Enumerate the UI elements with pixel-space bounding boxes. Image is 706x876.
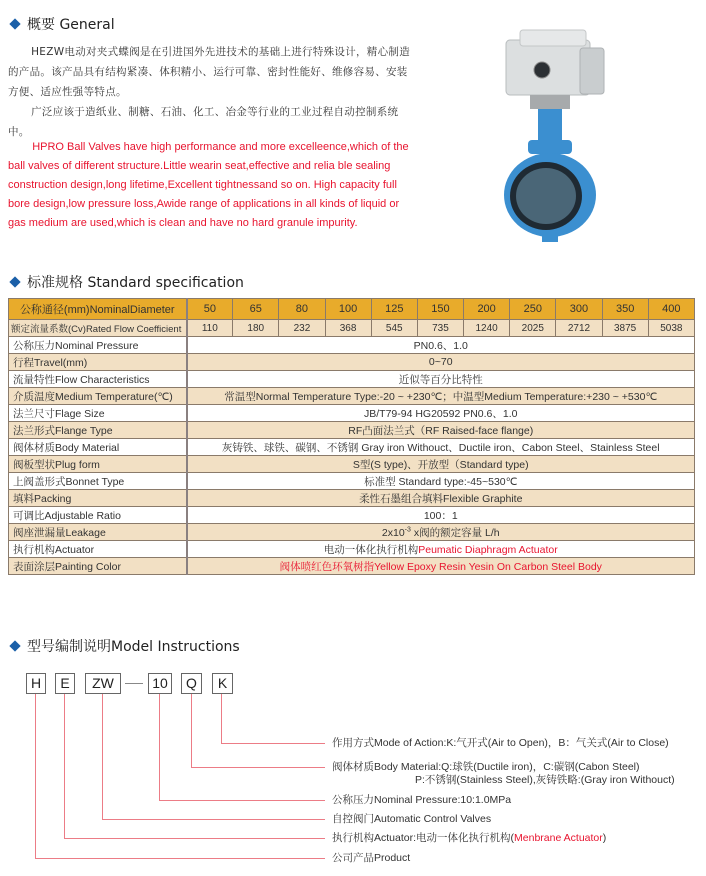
spec-row-value: 近似等百分比特性: [187, 371, 695, 388]
cv-cell: 110: [187, 320, 233, 337]
spec-row-value: RF凸面法兰式（RF Raised-face flange): [187, 422, 695, 439]
valve-lug: [528, 140, 572, 154]
diamond-bullet-icon: [9, 18, 20, 29]
legend-product: 公司产品Product: [332, 852, 411, 864]
diameter-cell: 300: [556, 299, 602, 320]
leader-line-q: [191, 694, 192, 767]
spec-row-label: 可调比Adjustable Ratio: [9, 507, 187, 524]
spec-row-value: 常温型Normal Temperature Type:-20 ~ +230℃；中温型Medium Temperature:+230 ~ +530℃: [187, 388, 695, 405]
spec-table: [8, 298, 695, 575]
spec-row-value: 阀体喷红色环氧树指Yellow Epoxy Resin Yesin On Carbon Steel Body: [187, 558, 695, 575]
general-cn-paragraph-1: HEZW电动对夹式蝶阀是在引进国外先进技术的基础上进行特殊设计，精心制造的产品。该产品具有结构紧凑、体积精小、运行可靠、密封性能好、维修容易、安装方便、适应性强等特点。: [8, 46, 410, 98]
diameter-row: [9, 299, 695, 320]
model-title-text: 型号编制说明Model Instructions: [27, 639, 240, 655]
legend-actuator: [332, 832, 606, 845]
diameter-cell: 400: [648, 299, 694, 320]
leader-line-h-h: [35, 858, 325, 859]
diameter-cell: 350: [602, 299, 648, 320]
actuator-side: [580, 48, 604, 94]
cv-cell: 232: [279, 320, 325, 337]
cv-cell: 2712: [556, 320, 602, 337]
spec-row-value: 灰铸铁、球铁、碳钢、不锈钢 Gray iron Withouct、Ductile iron、Cabon Steel、Stainless Steel: [187, 439, 695, 456]
spec-row-label: 填料Packing: [9, 490, 187, 507]
legend-automatic-control: 自控阀门Automatic Control Valves: [332, 813, 492, 825]
legend-nominal-pressure: 公称压力Nominal Pressure:10:1.0MPa: [332, 794, 512, 806]
spec-row-label: 行程Travel(mm): [9, 354, 187, 371]
diameter-cell: 100: [325, 299, 371, 320]
indicator-window: [534, 62, 550, 78]
code-box-e: E: [55, 673, 75, 694]
spec-row-plug-form: [9, 456, 695, 473]
legend-body-material: 阀体材质Body Material:Q:球铁(Ductile iron)，C:碳钢(Cabon Steel): [332, 761, 640, 773]
spec-row-flange-type: [9, 422, 695, 439]
leakage-exponent: -3: [404, 526, 411, 533]
valve-disc: [516, 168, 576, 224]
cv-label: 额定流量系数(Cv)Rated Flow Coefficient: [9, 320, 187, 337]
diameter-cell: 200: [464, 299, 510, 320]
spec-row-value: PN0.6、1.0: [187, 337, 695, 354]
code-box-h: H: [26, 673, 46, 694]
spec-row-value: [187, 541, 695, 558]
diameter-cell: 65: [233, 299, 279, 320]
legend-actuator-red: Menbrane Actuator: [514, 832, 603, 844]
diameter-cell: 150: [417, 299, 463, 320]
diameter-label: 公称通径(mm)NominalDiameter: [9, 299, 187, 320]
actuator-top: [520, 30, 586, 46]
spec-row-label: 流量特性Flow Characteristics: [9, 371, 187, 388]
actuator-value-cn: 电动一体化执行机构: [323, 543, 419, 556]
leader-line-10-h: [159, 800, 325, 801]
code-box-10: 10: [148, 673, 172, 694]
spec-row-label: 法兰形式Flange Type: [9, 422, 187, 439]
code-box-k: K: [212, 673, 233, 694]
spec-row-label: 阀座泄漏量Leakage: [9, 524, 187, 541]
spec-row-label: 表面涂层Painting Color: [9, 558, 187, 575]
cv-cell: 2025: [510, 320, 556, 337]
diameter-cell: 250: [510, 299, 556, 320]
spec-row-painting-color: [9, 558, 695, 575]
leader-line-k-h: [221, 743, 325, 744]
spec-row-adjustable-ratio: [9, 507, 695, 524]
spec-row-flange-size: [9, 405, 695, 422]
spec-row-bonnet-type: [9, 473, 695, 490]
cv-row: [9, 320, 695, 337]
spec-row-packing: [9, 490, 695, 507]
spec-row-nominal-pressure: [9, 337, 695, 354]
product-image: [470, 20, 630, 245]
spec-row-value: [187, 524, 695, 541]
model-section-title: [8, 636, 240, 656]
cv-cell: 545: [371, 320, 417, 337]
leader-line-10: [159, 694, 160, 800]
spec-row-value: S型(S type)、开放型（Standard type): [187, 456, 695, 473]
spec-row-actuator: [9, 541, 695, 558]
general-cn-paragraph-2: 广泛应该于造纸业、制糖、石油、化工、冶金等行业的工业过程自动控制系统中。: [8, 106, 399, 138]
legend-body-material-2: P:不锈钢(Stainless Steel),灰铸铁略:(Gray iron Withouct): [415, 774, 675, 786]
spec-row-medium-temperature: [9, 388, 695, 405]
legend-actuator-suffix: ): [602, 832, 607, 844]
code-box-zw: ZW: [85, 673, 121, 694]
cv-cell: 1240: [464, 320, 510, 337]
diameter-cell: 80: [279, 299, 325, 320]
general-section-title: [8, 14, 115, 34]
cv-cell: 735: [417, 320, 463, 337]
spec-row-label: 公称压力Nominal Pressure: [9, 337, 187, 354]
spec-row-travel: [9, 354, 695, 371]
leakage-base: 2x10: [381, 526, 405, 539]
cv-cell: 180: [233, 320, 279, 337]
spec-row-label: 介质温度Medium Temperature(℃): [9, 388, 187, 405]
leader-line-q-h: [191, 767, 325, 768]
spec-row-value: JB/T79-94 HG20592 PN0.6、1.0: [187, 405, 695, 422]
spec-row-leakage: [9, 524, 695, 541]
spec-row-label: 上阀盖形式Bonnet Type: [9, 473, 187, 490]
diamond-bullet-icon: [9, 640, 20, 651]
general-title-text: 概要 General: [27, 17, 115, 33]
code-dash: [125, 683, 143, 684]
spec-row-label: 法兰尺寸Flage Size: [9, 405, 187, 422]
spec-row-value: 柔性石墨组合填料Flexible Graphite: [187, 490, 695, 507]
legend-actuator-prefix: 执行机构Actuator:电动一体化执行机构(: [332, 832, 515, 844]
general-en-paragraph: HPRO Ball Valves have high performance and more excelleence,which of the ball valves of different structure.Little wearin seat,effective and relia ble sealing construction design,long lifetime,Excellent tightnessand so on. High capacity full bore design,low pressure loss,Awide range of applications in all kinds of liquid or gas medium are used,which is clean and have no hard granule impurity.: [8, 141, 409, 229]
leader-line-zw: [102, 694, 103, 819]
leakage-suffix: x阀的额定容量 L/h: [410, 526, 500, 539]
spec-row-value: 标准型 Standard type:-45~530℃: [187, 473, 695, 490]
diamond-bullet-icon: [9, 276, 20, 287]
mounting-bracket: [530, 95, 570, 109]
cv-cell: 368: [325, 320, 371, 337]
spec-row-body-material: [9, 439, 695, 456]
valve-bottom: [542, 232, 558, 242]
diameter-cell: 50: [187, 299, 233, 320]
cv-cell: 5038: [648, 320, 694, 337]
leader-line-e: [64, 694, 65, 838]
spec-title-text: 标准规格 Standard specification: [27, 275, 244, 291]
spec-row-label: 阀体材质Body Material: [9, 439, 187, 456]
code-box-q: Q: [181, 673, 202, 694]
spec-row-value: 0~70: [187, 354, 695, 371]
cv-cell: 3875: [602, 320, 648, 337]
diameter-cell: 125: [371, 299, 417, 320]
legend-mode-of-action: 作用方式Mode of Action:K:气开式(Air to Open)，B：气关式(Air to Close): [332, 737, 669, 749]
leader-line-h: [35, 694, 36, 858]
leader-line-e-h: [64, 838, 325, 839]
spec-row-value: 100：1: [187, 507, 695, 524]
spec-row-flow-characteristics: [9, 371, 695, 388]
leader-line-k: [221, 694, 222, 743]
spec-row-label: 阀板型状Plug form: [9, 456, 187, 473]
spec-section-title: [8, 272, 244, 292]
leader-line-zw-h: [102, 819, 325, 820]
actuator-value-en: Peumatic Diaphragm Actuator: [418, 543, 558, 556]
spec-row-label: 执行机构Actuator: [9, 541, 187, 558]
